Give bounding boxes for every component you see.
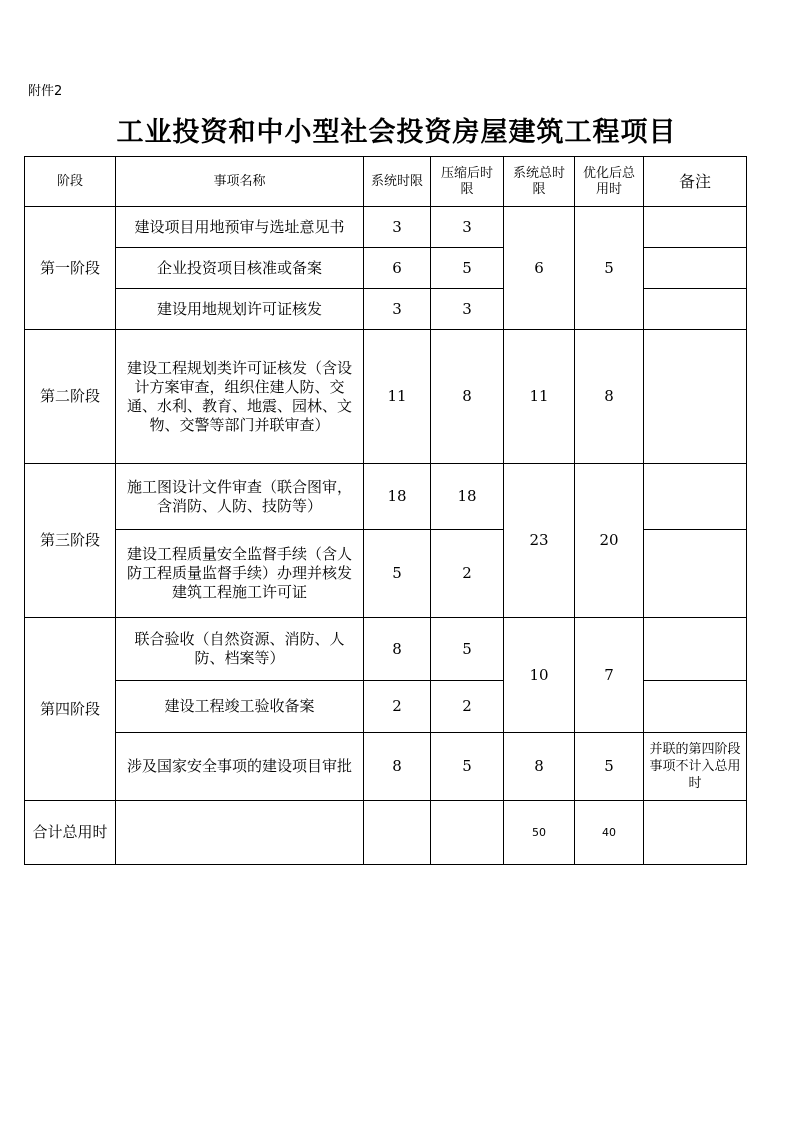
- sys-limit-cell: 2: [364, 681, 431, 733]
- total-sys-total: 50: [504, 801, 575, 865]
- total-opt-total: 40: [575, 801, 644, 865]
- item-name: 建设项目用地预审与选址意见书: [116, 207, 364, 248]
- header-compressed: 压缩后时限: [431, 157, 504, 207]
- remark-cell: 并联的第四阶段事项不计入总用时: [644, 733, 747, 801]
- stage-2-label: 第二阶段: [25, 330, 116, 464]
- stage-1-label: 第一阶段: [25, 207, 116, 330]
- sys-limit-cell: 6: [364, 248, 431, 289]
- table-row: [25, 464, 747, 530]
- sys-limit-cell: 3: [364, 289, 431, 330]
- stage-1-sys-total: 6: [504, 207, 575, 330]
- compressed-cell: 3: [431, 207, 504, 248]
- annex-label: 附件2: [28, 84, 63, 99]
- compressed-cell: 2: [431, 681, 504, 733]
- stage-2-opt-total: 8: [575, 330, 644, 464]
- compressed-cell: 3: [431, 289, 504, 330]
- remark-cell: [644, 330, 747, 464]
- sys-limit-cell: 5: [364, 530, 431, 618]
- header-opt-total: 优化后总用时: [575, 157, 644, 207]
- remark-cell: [644, 207, 747, 248]
- stage-3-sys-total: 23: [504, 464, 575, 618]
- item-name: 企业投资项目核准或备案: [116, 248, 364, 289]
- sys-limit-cell: 11: [364, 330, 431, 464]
- table-row: [25, 618, 747, 681]
- total-label: 合计总用时: [25, 801, 116, 865]
- header-sys-limit: 系统时限: [364, 157, 431, 207]
- remark-cell: [644, 618, 747, 681]
- stage-1-opt-total: 5: [575, 207, 644, 330]
- remark-cell: [644, 289, 747, 330]
- header-row: [25, 157, 747, 207]
- sys-limit-cell: 3: [364, 207, 431, 248]
- compressed-cell: 5: [431, 618, 504, 681]
- opt-total-cell: 5: [575, 733, 644, 801]
- item-name: 建设用地规划许可证核发: [116, 289, 364, 330]
- header-sys-total: 系统总时限: [504, 157, 575, 207]
- stage-4-label: 第四阶段: [25, 618, 116, 801]
- stage-3-label: 第三阶段: [25, 464, 116, 618]
- remark-cell: [644, 681, 747, 733]
- item-name: 建设工程规划类许可证核发（含设计方案审查，组织住建人防、交通、水利、教育、地震、园林、文物、交警等部门并联审查）: [116, 330, 364, 464]
- stage-3-opt-total: 20: [575, 464, 644, 618]
- header-remark: 备注: [644, 157, 747, 207]
- sys-limit-cell: 18: [364, 464, 431, 530]
- item-name: 建设工程竣工验收备案: [116, 681, 364, 733]
- compressed-cell: 2: [431, 530, 504, 618]
- remark-cell: [644, 248, 747, 289]
- item-name: 施工图设计文件审查（联合图审，含消防、人防、技防等）: [116, 464, 364, 530]
- item-name: 建设工程质量安全监督手续（含人防工程质量监督手续）办理并核发建筑工程施工许可证: [116, 530, 364, 618]
- sys-limit-cell: 8: [364, 618, 431, 681]
- total-sys-empty: [364, 801, 431, 865]
- total-item-empty: [116, 801, 364, 865]
- compressed-cell: 18: [431, 464, 504, 530]
- timeline-table: [24, 156, 747, 865]
- item-name: 涉及国家安全事项的建设项目审批: [116, 733, 364, 801]
- stage-4-sys-total: 10: [504, 618, 575, 733]
- header-item: 事项名称: [116, 157, 364, 207]
- item-name: 联合验收（自然资源、消防、人防、档案等）: [116, 618, 364, 681]
- document-title: 工业投资和中小型社会投资房屋建筑工程项目: [116, 117, 677, 148]
- total-row: [25, 801, 747, 865]
- table-row: [25, 733, 747, 801]
- stage-2-sys-total: 11: [504, 330, 575, 464]
- table-row: [25, 207, 747, 248]
- table-row: [25, 330, 747, 464]
- compressed-cell: 8: [431, 330, 504, 464]
- header-stage: 阶段: [25, 157, 116, 207]
- remark-cell: [644, 464, 747, 530]
- compressed-cell: 5: [431, 248, 504, 289]
- sys-total-cell: 8: [504, 733, 575, 801]
- stage-4-opt-total: 7: [575, 618, 644, 733]
- total-comp-empty: [431, 801, 504, 865]
- compressed-cell: 5: [431, 733, 504, 801]
- total-remark-empty: [644, 801, 747, 865]
- sys-limit-cell: 8: [364, 733, 431, 801]
- remark-cell: [644, 530, 747, 618]
